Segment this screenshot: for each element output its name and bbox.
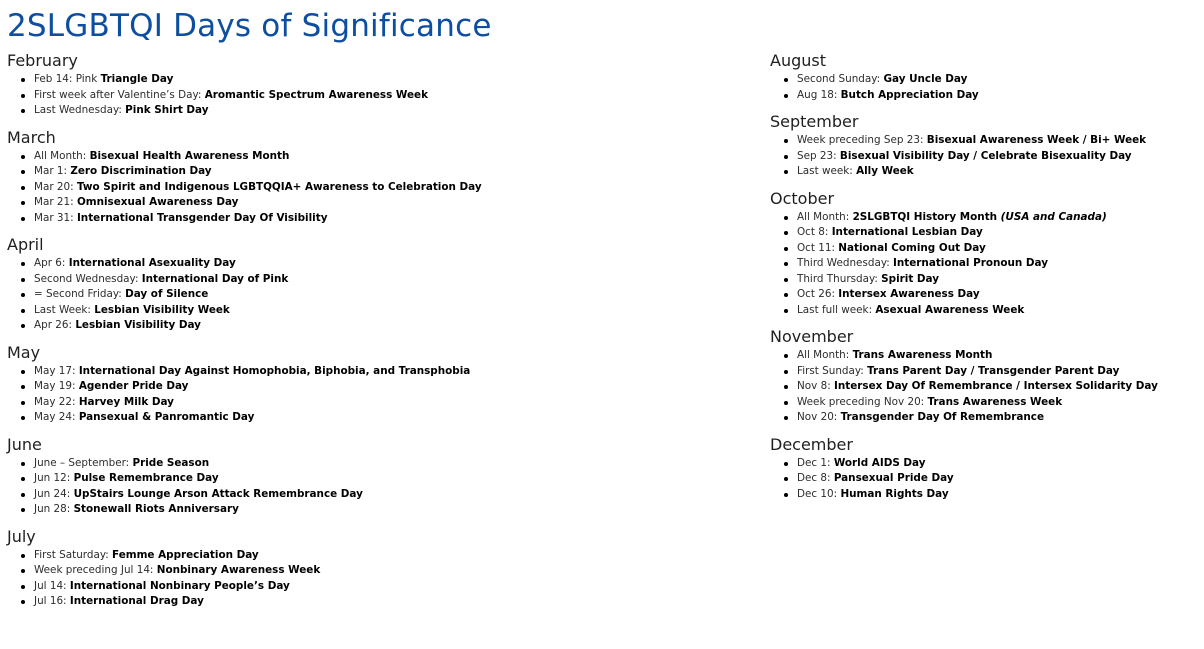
event-name: Lesbian Visibility Week [94, 303, 230, 316]
event-name: National Coming Out Day [838, 241, 986, 254]
event-name: Harvey Milk Day [78, 395, 174, 408]
month-section-november [770, 327, 1200, 426]
event-date: Feb 14: Pink [34, 73, 101, 85]
event-date: Aug 18: [797, 88, 841, 101]
list-item [770, 272, 1200, 288]
event-name: 2SLGBTQI History Month [852, 210, 1001, 223]
bullet-icon [21, 385, 25, 389]
list-item [770, 379, 1200, 395]
event-name: Ally Week [856, 165, 914, 177]
event-name: International Drag Day [69, 595, 204, 607]
list-item [770, 149, 1200, 165]
event-name: Pansexual Pride Day [833, 472, 954, 484]
month-section-june [7, 435, 747, 518]
event-date: Jun 24: [34, 487, 74, 500]
list-item [770, 456, 1200, 472]
list-item [7, 563, 747, 579]
event-name: Intersex Day Of Remembrance / Intersex Solidarity Day [834, 380, 1158, 392]
event-date: Dec 10: [797, 487, 841, 500]
left-column [7, 51, 747, 619]
list-item [7, 579, 747, 595]
event-name: Day of Silence [125, 288, 209, 300]
event-name: Bisexual Health Awareness Month [89, 149, 290, 162]
bullet-icon [784, 78, 788, 82]
event-date: May 24: [34, 411, 79, 423]
month-heading: May [7, 342, 41, 362]
bullet-icon [21, 155, 25, 159]
bullet-icon [21, 309, 25, 313]
event-date: Dec 8: [797, 472, 834, 484]
event-name: Pink Shirt Day [125, 104, 209, 116]
bullet-icon [21, 293, 25, 297]
event-name: International Pronoun Day [893, 257, 1048, 269]
event-date: Jun 12: [34, 472, 74, 484]
event-name: Stonewall Riots Anniversary [73, 503, 239, 515]
bullet-icon [21, 508, 25, 512]
event-name: UpStairs Lounge Arson Attack Remembrance Day [73, 487, 363, 500]
month-heading: June [7, 434, 42, 454]
month-section-july [7, 527, 747, 610]
bullet-icon [784, 216, 788, 220]
list-item [770, 133, 1200, 149]
event-name: Pansexual & Panromantic Day [78, 411, 255, 423]
bullet-icon [784, 370, 788, 374]
bullet-icon [784, 462, 788, 466]
list-item [770, 225, 1200, 241]
month-heading: September [770, 112, 859, 131]
list-item [7, 487, 747, 503]
event-date: Oct 26: [797, 288, 839, 300]
event-name: Lesbian Visibility Day [75, 319, 201, 331]
bullet-icon [21, 585, 25, 589]
bullet-icon [784, 401, 788, 405]
event-date: Week preceding Sep 23: [797, 134, 927, 146]
month-heading: October [770, 188, 835, 208]
event-date: Mar 21: [34, 196, 77, 208]
list-item [7, 149, 747, 165]
list-item [7, 256, 747, 272]
event-date: All Month: [34, 149, 90, 162]
event-name: Intersex Awareness Day [838, 288, 980, 300]
list-item [7, 164, 747, 180]
event-date: Jul 16: [34, 595, 70, 607]
month-heading: July [7, 526, 36, 546]
event-date: May 17: [34, 364, 79, 377]
event-date: Jul 14: [34, 579, 70, 592]
event-list [770, 347, 1200, 426]
event-list [7, 363, 747, 426]
list-item [770, 256, 1200, 272]
event-name: International Nonbinary People’s Day [69, 579, 290, 592]
month-section-april [7, 235, 747, 334]
list-item [770, 348, 1200, 364]
list-item [7, 502, 747, 518]
list-item [7, 303, 747, 319]
event-list [770, 132, 1200, 180]
list-item [770, 364, 1200, 380]
bullet-icon [784, 139, 788, 143]
list-item [770, 164, 1200, 180]
event-list [7, 71, 747, 119]
month-section-september [770, 112, 1200, 180]
event-date: Apr 26: [34, 319, 76, 331]
event-list [7, 148, 747, 227]
page-title: 2SLGBTQI Days of Significance [7, 8, 492, 44]
event-date: First Saturday: [34, 548, 113, 561]
bullet-icon [21, 493, 25, 497]
event-name: International Lesbian Day [831, 226, 983, 238]
bullet-icon [21, 170, 25, 174]
bullet-icon [21, 109, 25, 113]
event-name: Trans Awareness Week [927, 395, 1063, 408]
list-item [7, 364, 747, 380]
event-date: Week preceding Nov 20: [797, 395, 928, 408]
bullet-icon [21, 262, 25, 266]
event-date: Third Thursday: [797, 272, 882, 285]
list-item [770, 241, 1200, 257]
right-column [770, 51, 1200, 511]
list-item [770, 303, 1200, 319]
bullet-icon [784, 278, 788, 282]
event-date: Last full week: [797, 303, 876, 316]
list-item [7, 395, 747, 411]
event-name: Aromantic Spectrum Awareness Week [204, 88, 428, 101]
list-item [7, 103, 747, 119]
event-date: Third Wednesday: [797, 257, 894, 269]
event-name: International Day Against Homophobia, Biphobia, and Transphobia [78, 364, 471, 377]
event-name: Transgender Day Of Remembrance [840, 411, 1044, 423]
bullet-icon [21, 416, 25, 420]
bullet-icon [21, 217, 25, 221]
list-item [770, 88, 1200, 104]
list-item [7, 410, 747, 426]
event-date: Second Wednesday: [34, 272, 142, 285]
list-item [770, 471, 1200, 487]
event-name: International Transgender Day Of Visibility [76, 211, 328, 224]
month-section-december [770, 435, 1200, 503]
bullet-icon [21, 94, 25, 98]
bullet-icon [784, 231, 788, 235]
bullet-icon [784, 155, 788, 159]
list-item [770, 487, 1200, 503]
bullet-icon [21, 401, 25, 405]
event-date: Last week: [797, 165, 857, 177]
event-name: Nonbinary Awareness Week [156, 564, 321, 576]
event-date: Nov 20: [797, 411, 841, 423]
event-name: Trans Parent Day / Transgender Parent Day [867, 364, 1120, 377]
event-date: Second Sunday: [797, 73, 884, 85]
event-name: Femme Appreciation Day [112, 548, 259, 561]
bullet-icon [784, 309, 788, 313]
bullet-icon [784, 477, 788, 481]
event-name: Gay Uncle Day [883, 73, 968, 85]
list-item [770, 410, 1200, 426]
bullet-icon [21, 78, 25, 82]
event-date: First Sunday: [797, 364, 868, 377]
bullet-icon [21, 186, 25, 190]
bullet-icon [784, 493, 788, 497]
list-item [7, 548, 747, 564]
event-list [770, 455, 1200, 503]
list-item [7, 195, 747, 211]
list-item [770, 72, 1200, 88]
month-heading: February [7, 51, 78, 70]
bullet-icon [784, 293, 788, 297]
event-date: Jun 28: [34, 503, 74, 515]
month-section-february [7, 51, 747, 119]
event-date: Sep 23: [797, 149, 840, 162]
event-date: First week after Valentine’s Day: [34, 88, 205, 101]
bullet-icon [784, 385, 788, 389]
list-item [770, 210, 1200, 226]
list-item [7, 272, 747, 288]
bullet-icon [21, 554, 25, 558]
month-heading: December [770, 434, 853, 454]
event-date: = Second Friday: [34, 288, 126, 300]
event-date: Apr 6: [34, 257, 69, 269]
month-heading: April [7, 235, 44, 254]
list-item [7, 287, 747, 303]
bullet-icon [784, 94, 788, 98]
list-item [7, 318, 747, 334]
bullet-icon [784, 262, 788, 266]
list-item [7, 72, 747, 88]
list-item [7, 594, 747, 610]
event-name: Butch Appreciation Day [840, 88, 979, 101]
event-date: May 19: [34, 380, 79, 392]
event-name: Zero Discrimination Day [70, 165, 212, 177]
event-list [7, 455, 747, 518]
bullet-icon [784, 247, 788, 251]
event-name: Bisexual Visibility Day / Celebrate Bisexuality Day [839, 149, 1132, 162]
event-name: Spirit Day [881, 272, 940, 285]
bullet-icon [21, 600, 25, 604]
event-list [7, 547, 747, 610]
bullet-icon [21, 462, 25, 466]
month-section-march [7, 128, 747, 227]
event-name: International Asexuality Day [68, 257, 236, 269]
month-section-october [770, 189, 1200, 319]
event-name: International Day of Pink [141, 272, 289, 285]
list-item [7, 379, 747, 395]
event-date: June – September: [34, 456, 133, 469]
event-name: World AIDS Day [833, 456, 926, 469]
event-name: Human Rights Day [840, 487, 949, 500]
list-item [7, 471, 747, 487]
month-heading: August [770, 51, 826, 70]
event-date: Mar 31: [34, 211, 77, 224]
bullet-icon [784, 354, 788, 358]
list-item [7, 456, 747, 472]
event-name: Trans Awareness Month [852, 349, 993, 361]
event-name: Triangle Day [100, 73, 174, 85]
bullet-icon [784, 416, 788, 420]
event-list [7, 255, 747, 334]
event-name: Bisexual Awareness Week / Bi+ Week [926, 134, 1147, 146]
list-item [7, 211, 747, 227]
month-section-august [770, 51, 1200, 103]
list-item [7, 180, 747, 196]
event-date: Week preceding Jul 14: [34, 564, 157, 576]
event-name: Asexual Awareness Week [875, 303, 1025, 316]
list-item [7, 88, 747, 104]
event-date: Mar 1: [34, 165, 71, 177]
event-date: Mar 20: [34, 180, 77, 193]
event-date: All Month: [797, 210, 853, 223]
event-name: Two Spirit and Indigenous LGBTQQIA+ Awareness to Celebration Day [76, 180, 482, 193]
event-date: Oct 11: [797, 241, 839, 254]
bullet-icon [21, 569, 25, 573]
bullet-icon [21, 477, 25, 481]
event-name: Pride Season [132, 456, 210, 469]
event-name: Agender Pride Day [78, 380, 189, 392]
event-list [770, 209, 1200, 319]
event-name: Pulse Remembrance Day [73, 472, 219, 484]
event-date: Oct 8: [797, 226, 832, 238]
list-item [770, 395, 1200, 411]
bullet-icon [784, 170, 788, 174]
event-date: Last Week: [34, 303, 95, 316]
event-name: Omnisexual Awareness Day [76, 196, 239, 208]
list-item [770, 287, 1200, 303]
event-date: All Month: [797, 349, 853, 361]
bullet-icon [21, 370, 25, 374]
event-date: Nov 8: [797, 380, 834, 392]
event-date: May 22: [34, 395, 79, 408]
month-section-may [7, 343, 747, 426]
event-list [770, 71, 1200, 103]
month-heading: March [7, 127, 56, 147]
event-date: Dec 1: [797, 456, 834, 469]
event-date: Last Wednesday: [34, 104, 126, 116]
event-note: (USA and Canada) [1000, 210, 1107, 223]
bullet-icon [21, 278, 25, 282]
bullet-icon [21, 201, 25, 205]
bullet-icon [21, 324, 25, 328]
month-heading: November [770, 327, 854, 346]
